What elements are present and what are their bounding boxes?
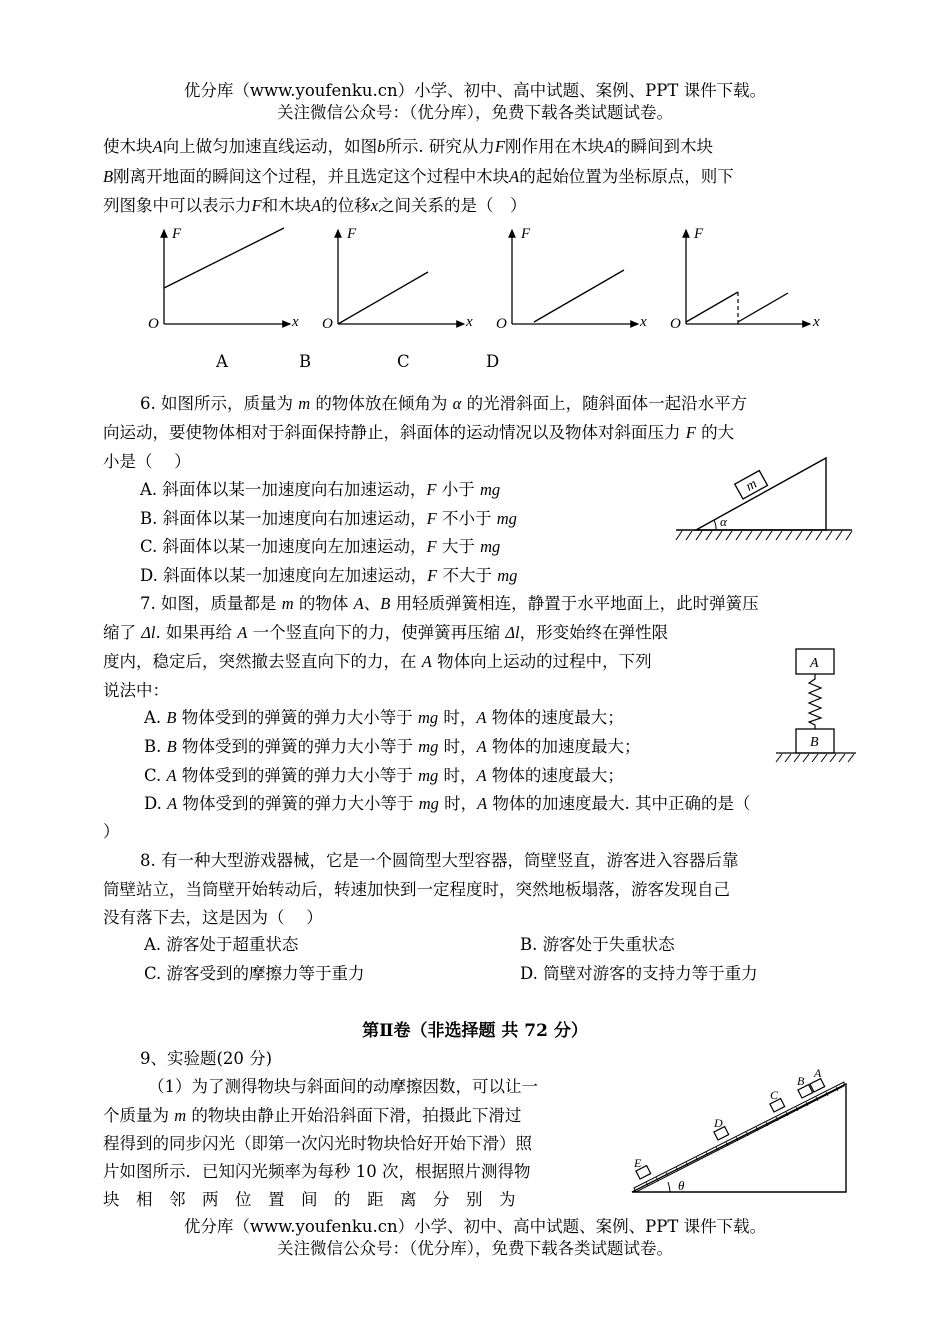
q9-line-5: 块 相 邻 两 位 置 间 的 距 离 分 别 为 [103, 1190, 516, 1209]
q6-option-c: C. 斜面体以某一加速度向左加速运动，F 大于 mg [140, 537, 501, 556]
q9-incline [632, 1084, 846, 1192]
q9-label-b: B [797, 1074, 805, 1088]
graph-b-y-label: F [347, 226, 357, 242]
q6-option-d: D. 斜面体以某一加速度向左加速运动，F 不大于 mg [140, 566, 518, 585]
graph-d-y-label: F [694, 226, 704, 242]
q5-line-3: 列图象中可以表示力F和木块A的位移x之间关系的是（ ） [103, 196, 527, 215]
q8-line-1: 8. 有一种大型游戏器械，它是一个圆筒型大型容器，筒壁竖直，游客进入容器后靠 [140, 851, 739, 870]
block-b-label: B [810, 735, 819, 750]
q6-option-b: B. 斜面体以某一加速度向右加速运动，F 不小于 mg [140, 509, 517, 528]
q9-line-1: （1）为了测得物块与斜面间的动摩擦因数，可以让一 [148, 1077, 538, 1096]
q5-option-a: A [216, 352, 228, 371]
q5-line-2: B刚离开地面的瞬间这个过程，并且选定这个过程中木块A的起始位置为坐标原点，则下 [103, 167, 734, 186]
q9-line-3: 程得到的同步闪光（即第一次闪光时物块恰好开始下滑）照 [103, 1134, 532, 1153]
incline-block [735, 471, 768, 499]
q7-option-d: D. A 物体受到的弹簧的弹力大小等于 mg 时，A 物体的加速度最大. 其中正确的是（ [144, 794, 751, 813]
graph-a-line [164, 228, 284, 288]
q7-option-a: A. B 物体受到的弹簧的弹力大小等于 mg 时，A 物体的速度最大； [144, 708, 624, 727]
header-line-1: 优分库（www.youfenku.cn）小学、初中、高中试题、案例、PPT 课件下载。 [183, 81, 767, 100]
graph-c [496, 226, 647, 332]
graph-d-line-2 [738, 293, 788, 322]
graph-d-origin: O [670, 316, 681, 332]
q8-option-b: B. 游客处于失重状态 [520, 935, 675, 954]
q5-graphs [140, 222, 840, 337]
q6-option-a: A. 斜面体以某一加速度向右加速运动，F 小于 mg [140, 480, 501, 499]
graph-c-x-label: x [640, 314, 647, 330]
header-line-2: 关注微信公众号：（优分库），免费下载各类试题试卷。 [277, 103, 673, 122]
q9-angle-label: θ [678, 1178, 685, 1193]
q9-label-d: D [714, 1116, 723, 1130]
graph-a [148, 226, 299, 332]
spring [809, 674, 821, 729]
q8-line-2: 筒壁站立，当筒壁开始转动后，转速加快到一定程度时，突然地板塌落，游客发现自己 [103, 880, 730, 899]
q7-line-2: 缩了 Δl. 如果再给 A 一个竖直向下的力，使弹簧再压缩 Δl，形变始终在弹性限 [103, 623, 669, 642]
q9-label-e: E [634, 1156, 642, 1170]
q8-option-a: A. 游客处于超重状态 [144, 935, 299, 954]
q9-label-c: C [770, 1088, 779, 1102]
q7-option-b: B. B 物体受到的弹簧的弹力大小等于 mg 时，A 物体的加速度最大； [144, 737, 641, 756]
q9-label-a: A [814, 1066, 822, 1080]
graph-c-origin: O [496, 316, 507, 332]
q8-line-3: 没有落下去，这是因为（ ） [103, 908, 323, 927]
incline-wedge [696, 458, 826, 530]
q6-line-1: 6. 如图所示，质量为 m 的物体放在倾角为 α 的光滑斜面上，随斜面体一起沿水平方 [140, 394, 748, 413]
q7-line-3: 度内，稳定后，突然撤去竖直向下的力，在 A 物体向上运动的过程中，下列 [103, 652, 652, 671]
graph-d-x-label: x [813, 314, 820, 330]
q5-option-b: B [299, 352, 312, 371]
q8-option-c: C. 游客受到的摩擦力等于重力 [144, 964, 365, 983]
q9-line-4: 片如图所示．已知闪光频率为每秒 10 次，根据照片测得物 [103, 1162, 531, 1181]
section-2-title: 第Ⅱ卷（非选择题 共 72 分） [362, 1021, 588, 1041]
q9-incline-figure [626, 1066, 854, 1196]
q7-line-4: 说法中： [103, 681, 169, 700]
graph-a-y-label: F [172, 226, 182, 242]
svg-text:m: m [743, 476, 760, 495]
q6-line-3: 小是（ ） [103, 452, 191, 471]
graph-a-x-label: x [292, 314, 299, 330]
block-a-label: A [810, 656, 819, 671]
footer-line-1: 优分库（www.youfenku.cn）小学、初中、高中试题、案例、PPT 课件下载。 [183, 1217, 767, 1236]
q6-incline-figure [672, 452, 857, 547]
q9-line-2: 个质量为 m 的物块由静止开始沿斜面下滑，拍摄此下滑过 [103, 1106, 522, 1125]
q5-option-c: C [397, 352, 410, 371]
graph-a-origin: O [148, 316, 159, 332]
q7-line-1: 7. 如图，质量都是 m 的物体 A、B 用轻质弹簧相连，静置于水平地面上，此时弹簧压 [140, 594, 759, 613]
graph-b-line [338, 272, 428, 324]
q9-title: 9、实验题(20 分) [140, 1049, 273, 1068]
graph-b [322, 226, 473, 332]
q6-line-2: 向运动，要使物体相对于斜面保持静止，斜面体的运动情况以及物体对斜面压力 F 的大 [103, 423, 735, 442]
graph-d-line-1 [686, 292, 738, 322]
graph-b-x-label: x [466, 314, 473, 330]
graph-c-line [534, 270, 624, 322]
graph-c-y-label: F [521, 226, 531, 242]
q7-option-c: C. A 物体受到的弹簧的弹力大小等于 mg 时，A 物体的速度最大； [144, 766, 624, 785]
q5-line-1: 使木块A向上做匀加速直线运动，如图b所示. 研究从力F刚作用在木块A的瞬间到木块 [103, 137, 714, 156]
q7-close-paren: ） [103, 822, 120, 841]
incline-angle-label: α [720, 514, 727, 529]
q8-option-d: D. 筒壁对游客的支持力等于重力 [520, 964, 758, 983]
footer-line-2: 关注微信公众号：（优分库），免费下载各类试题试卷。 [277, 1239, 673, 1258]
graph-b-origin: O [322, 316, 333, 332]
graph-d [670, 226, 820, 332]
q7-spring-figure [772, 645, 858, 767]
q5-option-d: D [486, 352, 500, 371]
